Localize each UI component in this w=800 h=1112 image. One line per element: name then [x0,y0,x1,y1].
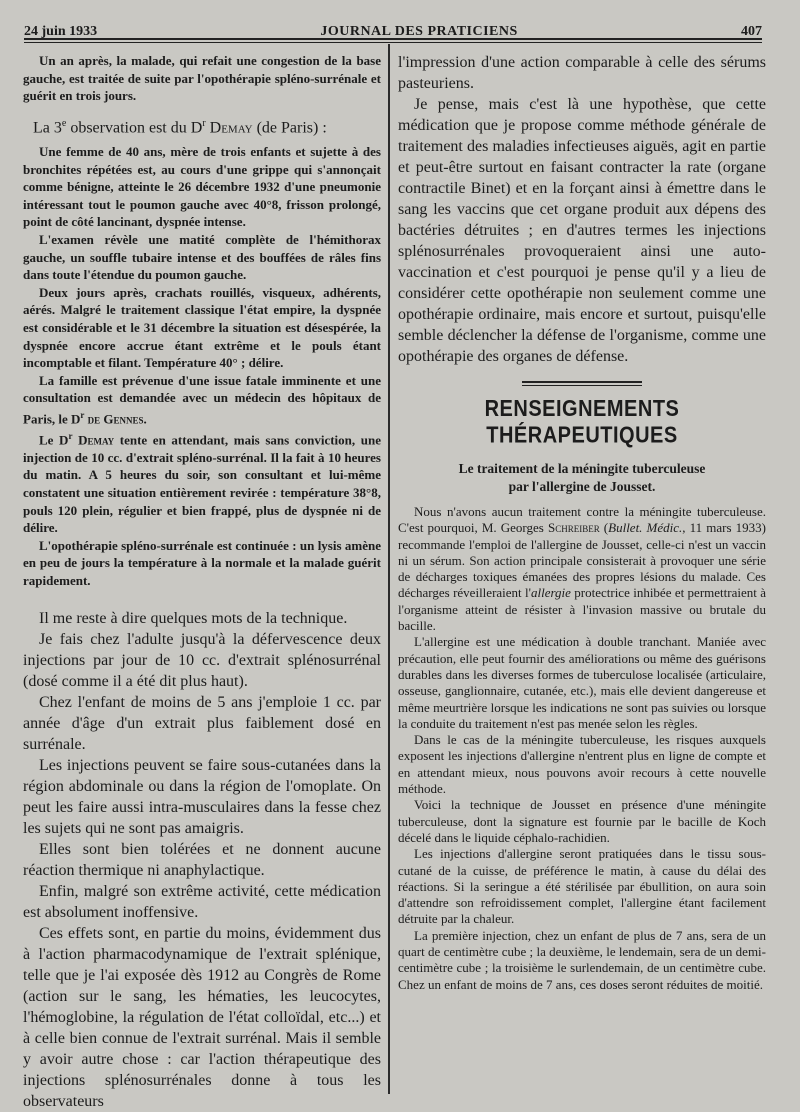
paragraph: Le $D^r$ Demay tente en attendant, mais sans conviction, une injection de 10 cc. d'extrait spléno-surrénal. Il la fait à 10 heures du matin. A 5 heures du soir, son consultant et lui-même constatent une situation entièrement revirée : température 38°8, pouls 120 plein, régulier et bien frappé, plus de dyspnée ni de délire. [23,430,381,536]
paragraph: Chez l'enfant de moins de 5 ans j'emploie 1 cc. par année d'âge d'un extrait plus faiblement dosé en surrénale. [23,693,381,753]
paragraph: l'impression d'une action comparable à celle des sérums pasteuriens. [398,54,766,92]
paragraph: Un an après, la malade, qui refait une congestion de la base gauche, est traitée de suite par l'opothérapie spléno-surrénale et guérit en trois jours. [23,53,381,104]
paragraph: Je fais chez l'adulte jusqu'à la défervescence deux injections par jour de 10 cc. d'extrait splénosurrénal (dosé comme il a été dit plus haut). [23,630,381,690]
section-title: RENSEIGNEMENTS THÉRAPEUTIQUES [484,396,680,449]
paragraph: L'examen révèle une matité complète de l'hémithorax gauche, un souffle tubaire intense et des bouffées de râles fins dans toute l'étendue du poumon gauche. [23,232,381,283]
article-title: Le traitement de la méningite tuberculeuse par l'allergine de Jousset. [458,461,706,494]
paragraph: Il me reste à dire quelques mots de la technique. [39,609,348,627]
paragraph: La première injection, chez un enfant de plus de 7 ans, sera de un quart de centimètre cube ; la deuxième, le lendemain, sera de un demi-centimètre cube ; la troisième le surlendemain, de un centimètre cube. Chez un enfant de moins de 7 ans, ces doses seront réduites de moitié. [398,927,766,992]
paragraph: L'opothérapie spléno-surrénale est continuée : un lysis amène en peu de jours la température à la normale et la malade guérit rapidement. [23,537,381,589]
right-column [398,52,766,993]
paragraph: L'allergine est une médication à double tranchant. Maniée avec précaution, elle peut fournir des améliorations ou même des guérisons durables dans les diverses formes de tuberculose localisée (articulaire, osseuse, ganglionnaire, cutanée, etc.), mais elle devient dangereuse et même meurtrière lorsque les indications ne sont pas suivies ou lorsque la conduite du traitement n'est pas menée selon les règles. [398,634,766,731]
paragraph: Je pense, mais c'est là une hypothèse, que cette médication que je propose comme méthode générale de traitement des maladies infectieuses aiguës, agit en partie et peut-être surtout en faisant contracter la rate (organe contractile Binet) et en la forçant ainsi à émettre dans le sang les vaccins que cet organe produit aux dépens des bactéries détruites ; en d'autres termes les injections splénosurrénales provoqueraient ainsi une auto-vaccination et c'est pourquoi je pense qu'il y a lieu de considérer cette opothérapie non seulement comme une opothérapie ordinaire, mais encore et surtout, puisqu'elle semble déclencher la défense de l'organisme, comme une opothérapie des organes de défense. [398,96,766,365]
section-rule [522,381,642,386]
observation-heading: La 3e observation est du $D^r$ Demay (de Paris) : [33,117,327,137]
paragraph: Deux jours après, crachats rouillés, visqueux, adhérents, aérés. Malgré le traitement classique l'état empire, la dyspnée est considérable et le 31 décembre la situation est désespérée, la dyspnée encore accrue étant extrême et le pouls étant incomptable et filant. Température 40° ; délire. [23,284,381,371]
header-date: 24 juin 1933 [24,24,98,39]
article-body [398,504,766,993]
paragraph: Une femme de 40 ans, mère de trois enfants et sujette à des bronchites répétées est, au cours d'une grippe qui s'annonçait comme bénigne, atteinte le 26 décembre 1932 d'une pneumonie intéressant tout le poumon gauche avec 40°8, frisson prolongé, point de côté lancinant, dyspnée intense. [23,144,381,230]
paragraph: Voici la technique de Jousset en présence d'une méningite tuberculeuse, dont la signature est fournie par le bacille de Koch décelé dans le liquide céphalo-rachidien. [398,797,766,845]
left-column [23,52,381,1112]
paragraph: Ces effets sont, en partie du moins, évidemment dus à l'action pharmacodynamique de l'extrait splénique, telle que je l'ai exposée dès 1912 au Congrès de Rome (action sur le sang, les hématies, les leucocytes, l'hémoglobine, la régulation de l'état colloïdal, etc...) et à celle bien connue de l'extrait surrénal. Mais il semble y avoir autre chose : car l'action thérapeutique des injections splénosurrénales donne à tous les observateurs [23,924,381,1110]
column-divider [388,44,390,1094]
header-rule [24,38,762,43]
paragraph: Nous n'avons aucun traitement contre la méningite tuberculeuse. C'est pourquoi, M. Georges Schreiber (Bullet. Médic., 11 mars 1933) recommande l'emploi de l'allergine de Jousset, celle-ci n'est un vaccin ni un sérum. Son action principale consisterait à provoquer une série de décharges toxiques émanées des propres lésions du malade. Ces décharges réveilleraient l'allergie protectrice inhibée et permettraient à l'organisme atteint de résister à l'invasion massive ou brutale du bacille. [398,504,766,634]
paragraph: Les injections d'allergine seront pratiquées dans le tissu sous-cutané de la cuisse, de préférence le matin, à cause du délai des réactions. Si la seringue a été stérilisée par ébullition, on aura soin d'attendre son refroidissement complet, l'allergine étant facilement détruite par la chaleur. [398,846,766,927]
header-page-number: 407 [740,24,762,39]
running-header [24,14,762,40]
paragraph: Enfin, malgré son extrême activité, cette médication est absolument inoffensive. [23,882,381,921]
paragraph: Elles sont bien tolérées et ne donnent aucune réaction thermique ni anaphylactique. [23,840,381,879]
paragraph: Les injections peuvent se faire sous-cutanées dans la région abdominale ou dans la région de l'omoplate. On peut les faire aussi intra-musculaires dans la fesse chez les sujets qui ne sont pas amaigris. [23,756,381,837]
paragraph: Dans le cas de la méningite tuberculeuse, les risques auxquels exposent les injections d'allergine n'entrent plus en ligne de compte et en attendant mieux, nous pouvons avoir recours à cette nouvelle méthode. [398,732,766,797]
paragraph: La famille est prévenue d'une issue fatale imminente et une consultation est demandée avec un médecin des hôpitaux de Paris, le $D^r$ de Gennes. [23,372,381,427]
header-journal-title: JOURNAL DES PRATICIENS [320,24,518,39]
